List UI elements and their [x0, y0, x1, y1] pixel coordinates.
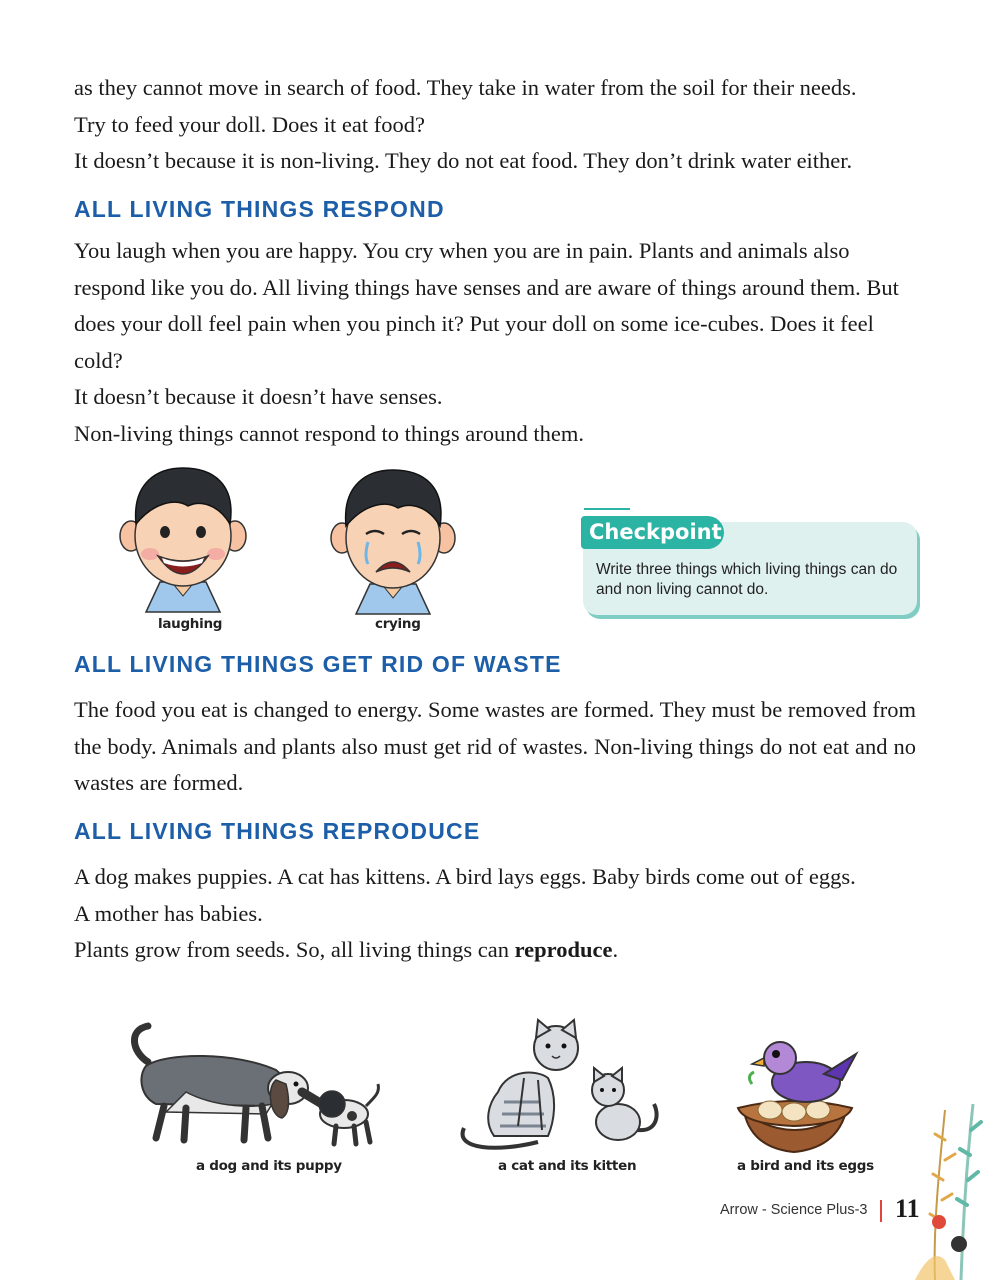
crying-boy-illustration [328, 464, 458, 616]
caption-dog: a dog and its puppy [196, 1158, 342, 1174]
intro-line-1: as they cannot move in search of food. They take in water from the soil for their needs. [74, 75, 857, 100]
respond-paragraph: You laugh when you are happy. You cry when you are in pain. Plants and animals also respond like you do. All living things have senses and are aware of things around them. But does your doll feel pain when you pinch it? Put your doll on some ice-cubes. Does it feel cold? [74, 238, 899, 373]
reproduce-paragraph: A dog makes puppies. A cat has kittens. A bird lays eggs. Baby birds come out of eggs. A mother has babies. [74, 864, 856, 926]
intro-line-3: It doesn’t because it is non-living. They do not eat food. They don’t drink water either. [74, 148, 853, 173]
caption-crying: crying [375, 616, 421, 632]
reproduce-line-2-end: . [612, 937, 619, 962]
laughing-boy-illustration [118, 462, 248, 614]
caption-laughing: laughing [158, 616, 223, 632]
cat-and-kitten-illustration [458, 1018, 668, 1152]
intro-text [74, 70, 919, 180]
reproduce-line-2 [74, 932, 874, 969]
waste-paragraph: The food you eat is changed to energy. Some wastes are formed. They must be removed from the body. Animals and plants also must get rid of wastes. Non-living things do not eat and no wastes are formed. [74, 697, 916, 795]
page-number: 11 [895, 1194, 920, 1223]
footer-book-title: Arrow - Science Plus-3 [720, 1202, 868, 1218]
caption-bird: a bird and its eggs [737, 1158, 874, 1174]
footer-divider [880, 1200, 882, 1222]
decorative-plant-corner [915, 1100, 989, 1280]
heading-respond: ALL LIVING THINGS RESPOND [74, 196, 445, 222]
checkpoint-accent-line [584, 508, 630, 510]
heading-waste: ALL LIVING THINGS GET RID OF WASTE [74, 651, 562, 677]
waste-text [74, 692, 916, 802]
checkpoint-title: Checkpoint [581, 516, 724, 549]
bird-and-eggs-illustration [724, 1036, 866, 1154]
heading-reproduce: ALL LIVING THINGS REPRODUCE [74, 818, 481, 844]
reproduce-keyword: reproduce [514, 937, 613, 962]
intro-line-2: Try to feed your doll. Does it eat food? [74, 111, 425, 137]
respond-line-3: Non-living things cannot respond to things around them. [74, 420, 584, 446]
reproduce-line-2-start: Plants grow from seeds. So, all living things can [74, 937, 515, 962]
reproduce-text [74, 859, 874, 969]
dog-and-puppy-illustration [126, 1022, 391, 1152]
caption-cat: a cat and its kitten [498, 1158, 637, 1174]
respond-line-2: It doesn’t because it doesn’t have senses. [74, 384, 443, 409]
respond-text [74, 233, 916, 452]
checkpoint-text: Write three things which living things can do and non living cannot do. [596, 561, 898, 598]
